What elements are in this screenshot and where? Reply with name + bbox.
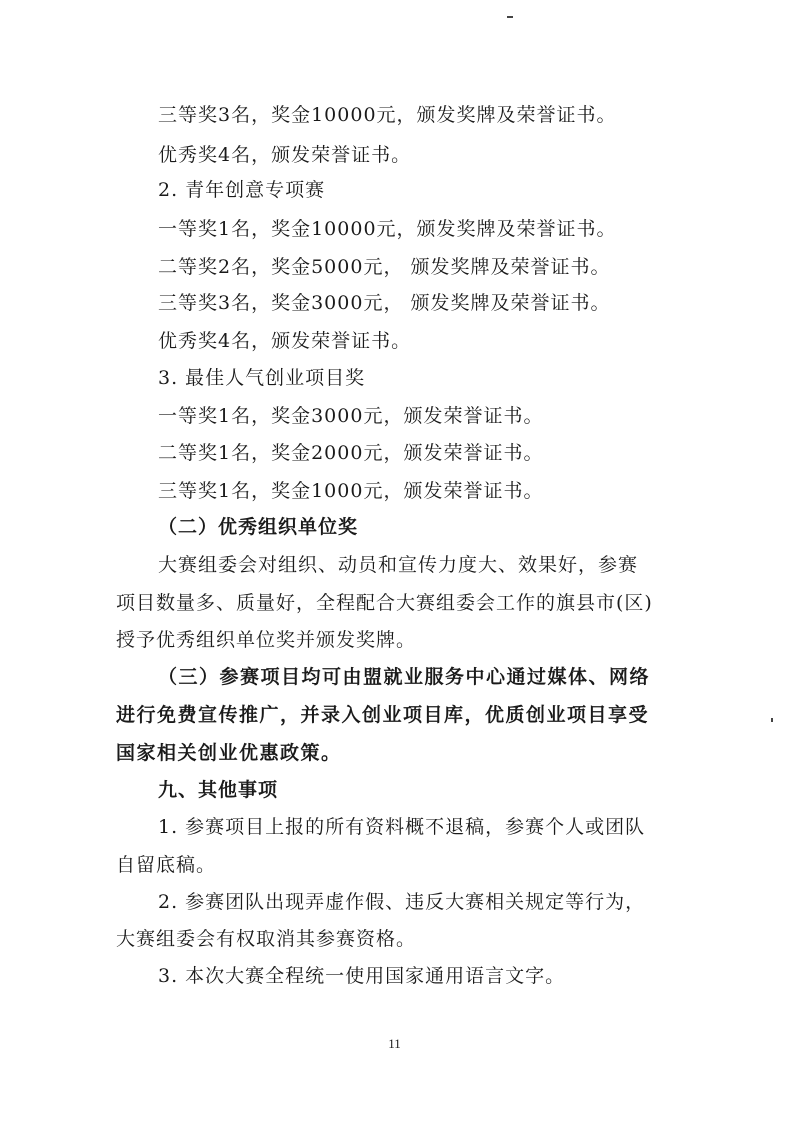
text-line: 三等奖3名，奖金10000元，颁发奖牌及荣誉证书。 <box>158 104 617 126</box>
text-line: 3. 本次大赛全程统一使用国家通用语言文字。 <box>158 965 566 987</box>
text-line: 三等奖1名，奖金1000元，颁发荣誉证书。 <box>158 480 544 502</box>
page-number: 11 <box>388 1036 401 1051</box>
text-line: 自留底稿。 <box>116 854 217 876</box>
text-line: 二等奖1名，奖金2000元，颁发荣誉证书。 <box>158 442 544 464</box>
text-line: 授予优秀组织单位奖并颁发奖牌。 <box>116 629 417 651</box>
subheading: 3. 最佳人气创业项目奖 <box>158 367 366 389</box>
section-heading: 九、其他事项 <box>158 779 279 801</box>
text-line: 大赛组委会对组织、动员和宣传力度大、效果好，参赛 <box>158 554 639 576</box>
text-line: 一等奖1名，奖金3000元，颁发荣誉证书。 <box>158 405 544 427</box>
text-line: 大赛组委会有权取消其参赛资格。 <box>116 928 417 950</box>
text-line: 二等奖2名，奖金5000元， 颁发奖牌及荣誉证书。 <box>158 256 611 278</box>
bold-paragraph-line: 国家相关创业优惠政策。 <box>116 742 342 764</box>
text-line: 一等奖1名，奖金10000元，颁发奖牌及荣誉证书。 <box>158 218 617 240</box>
text-line: 三等奖3名，奖金3000元， 颁发奖牌及荣誉证书。 <box>158 292 611 314</box>
subheading: 2. 青年创意专项赛 <box>158 179 326 201</box>
scan-speck <box>771 718 773 722</box>
scan-speck <box>507 16 513 18</box>
text-line: 优秀奖4名，颁发荣誉证书。 <box>158 330 412 352</box>
text-line: 优秀奖4名，颁发荣誉证书。 <box>158 144 412 166</box>
text-line: 项目数量多、质量好，全程配合大赛组委会工作的旗县市(区) <box>116 592 653 614</box>
text-line: 1. 参赛项目上报的所有资料概不退稿，参赛个人或团队 <box>158 816 646 838</box>
section-heading: （二）优秀组织单位奖 <box>158 516 359 538</box>
text-line: 2. 参赛团队出现弄虚作假、违反大赛相关规定等行为， <box>158 891 646 913</box>
bold-paragraph-line: 进行免费宣传推广，并录入创业项目库，优质创业项目享受 <box>116 704 650 726</box>
bold-paragraph-line: （三）参赛项目均可由盟就业服务中心通过媒体、网络 <box>158 666 651 688</box>
